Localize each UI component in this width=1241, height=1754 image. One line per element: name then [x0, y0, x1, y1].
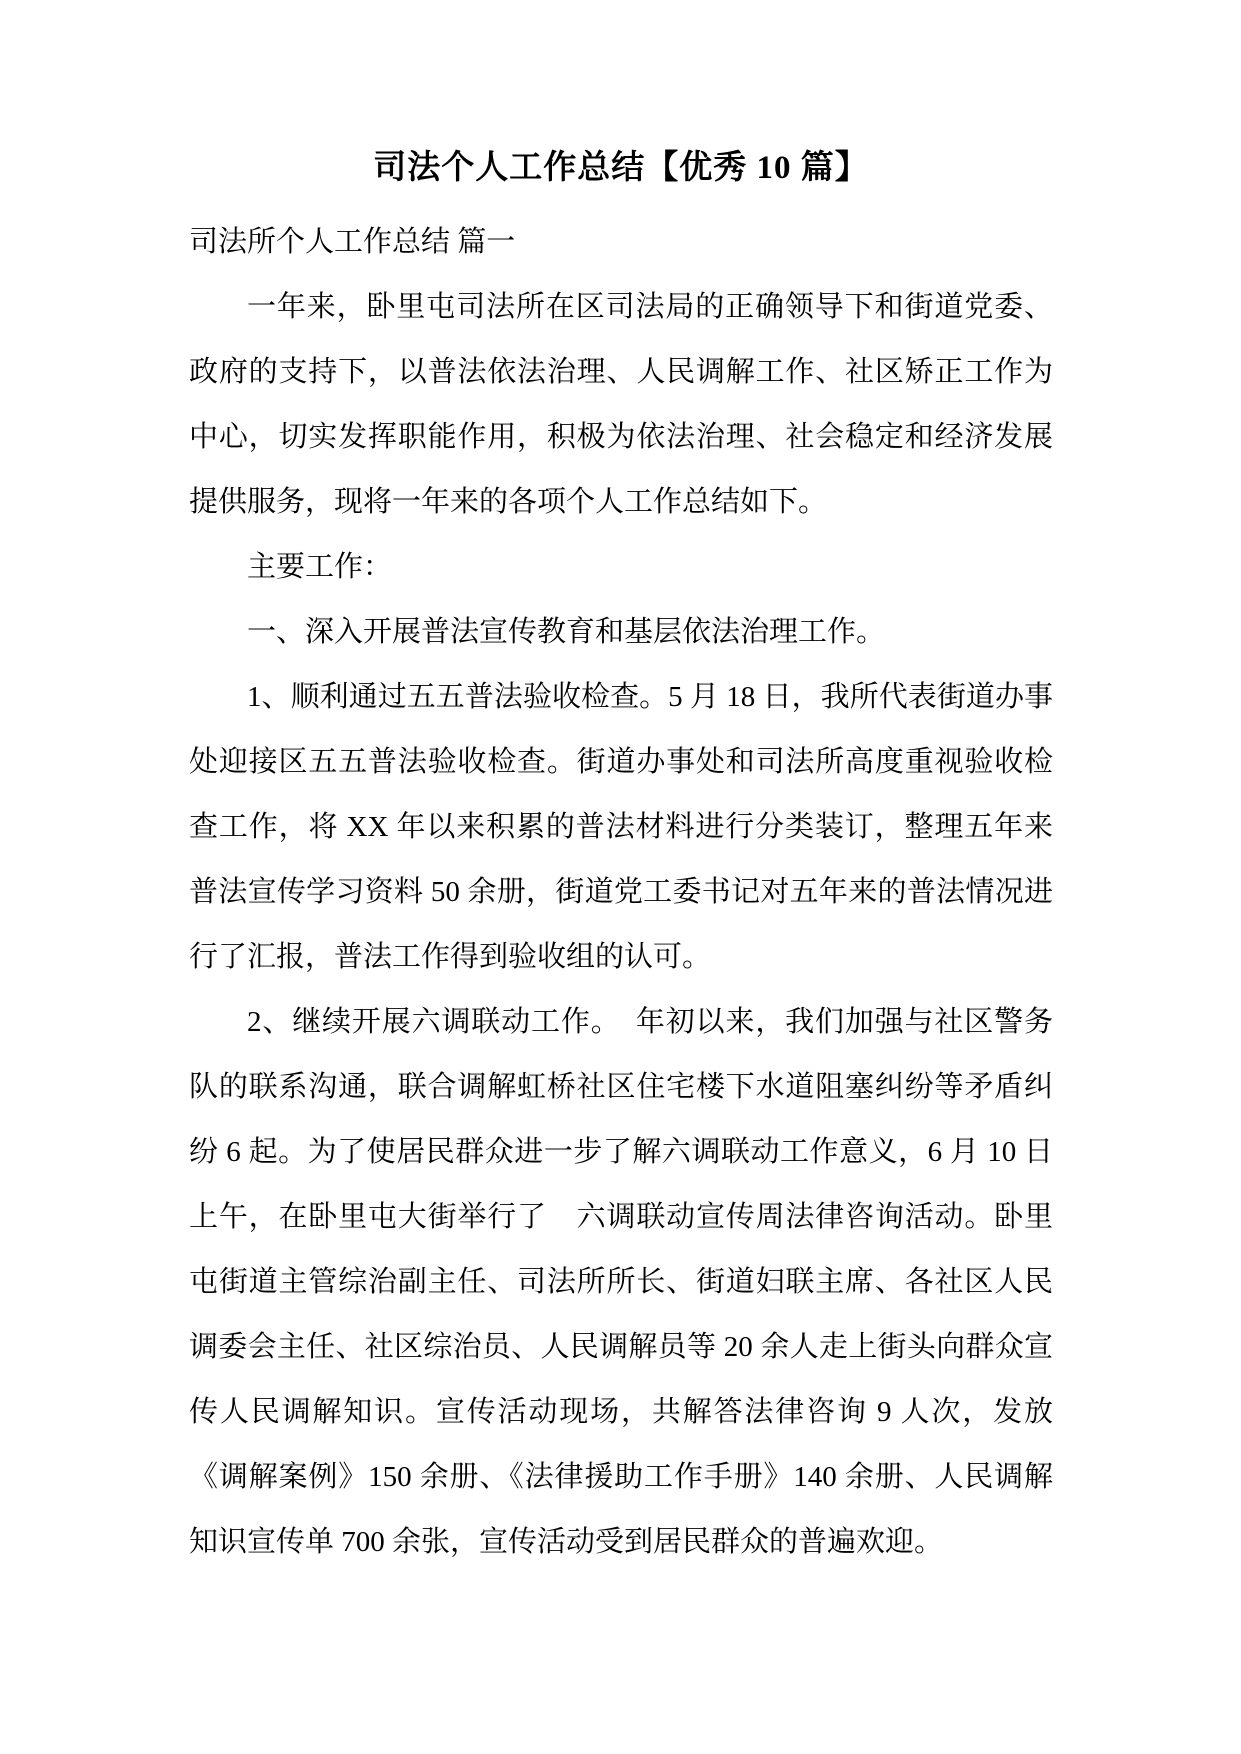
paragraph-section-heading: 司法所个人工作总结 篇一: [189, 226, 516, 258]
paragraph-point-1: 1、顺利通过五五普法验收检查。5 月 18 日，我所代表街道办事处迎接区五五普法验收检查。街道办事处和司法所高度重视验收检查工作，将 XX 年以来积累的普法材料进行分类装订，整理五年来普法宣传学习资料 50 余册，街道党工委书记对五年来的普法情况进行了汇报，普法工作得到验收组的认可。: [189, 681, 1053, 973]
paragraph-intro: 一年来，卧里屯司法所在区司法局的正确领导下和街道党委、政府的支持下，以普法依法治理、人民调解工作、社区矫正工作为中心，切实发挥职能作用，积极为依法治理、社会稳定和经济发展提供服务，现将一年来的各项个人工作总结如下。: [189, 291, 1053, 518]
paragraph-point-2: 2、继续开展六调联动工作。 年初以来，我们加强与社区警务队的联系沟通，联合调解虹桥社区住宅楼下水道阻塞纠纷等矛盾纠纷 6 起。为了使居民群众进一步了解六调联动工作意义，6 月 10 日上午，在卧里屯大街举行了 六调联动宣传周法律咨询活动。卧里屯街道主管综治副主任、司法所所长、街道妇联主席、各社区人民调委会主任、社区综治员、人民调解员等 20 余人走上街头向群众宣传人民调解知识。宣传活动现场，共解答法律咨询 9 人次，发放《调解案例》150 余册、《法律援助工作手册》140 余册、人民调解知识宣传单 700 余张，宣传活动受到居民群众的普遍欢迎。: [189, 1006, 1053, 1558]
paragraph-item-one-heading: 一、深入开展普法宣传教育和基层依法治理工作。: [247, 616, 886, 648]
document-title: 司法个人工作总结【优秀 10 篇】: [373, 150, 869, 186]
paragraph-main-work-label: 主要工作：: [247, 551, 393, 583]
